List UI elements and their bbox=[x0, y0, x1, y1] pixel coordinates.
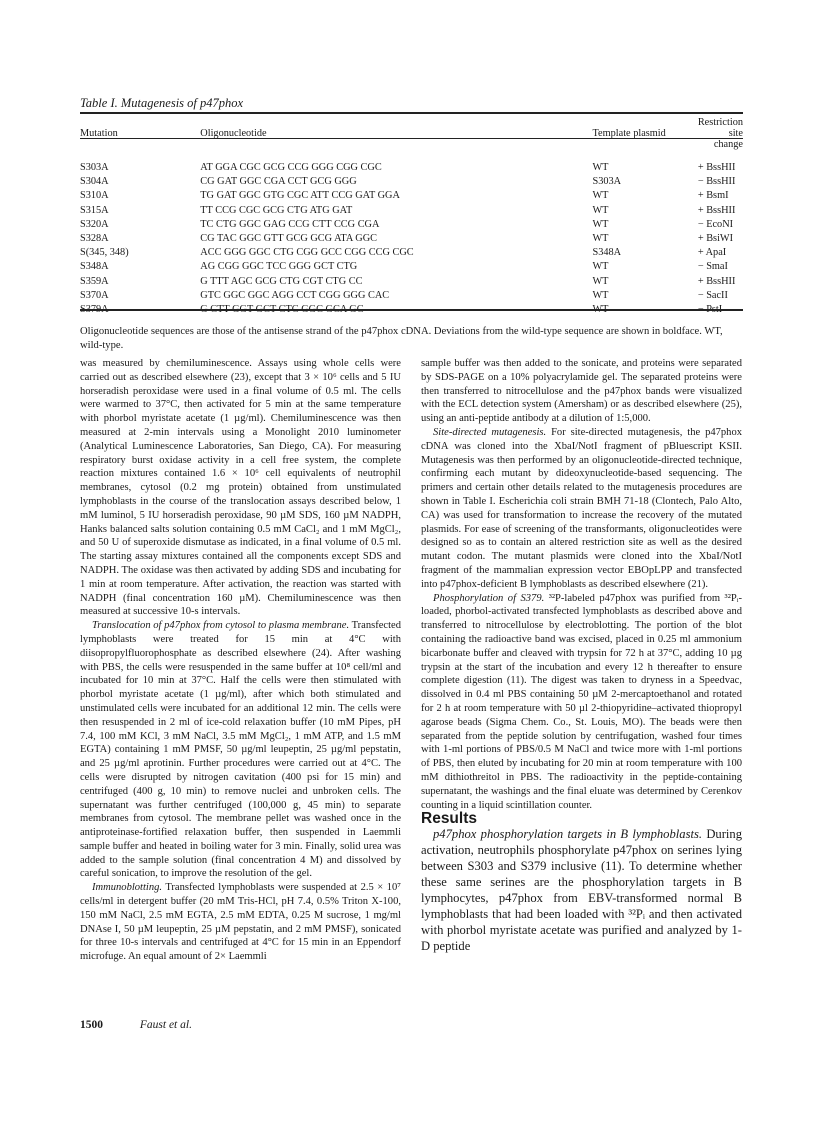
left-column bbox=[80, 357, 401, 964]
table-row bbox=[80, 204, 743, 218]
table-bottom-rule bbox=[80, 309, 743, 311]
table-row bbox=[80, 157, 743, 175]
cell-restriction-site: + BssHII bbox=[697, 204, 736, 216]
section-heading: Translocation of p47phox from cytosol to plasma membrane. bbox=[92, 620, 350, 632]
mutagenesis-table bbox=[80, 117, 743, 317]
section-heading: Site-directed mutagenesis. bbox=[433, 426, 547, 438]
table-row bbox=[80, 275, 743, 289]
table-row bbox=[80, 260, 743, 274]
cell-oligonucleotide: G TTT AGC GCG CTG CGT CTG CC bbox=[200, 275, 363, 287]
cell-oligonucleotide: ACC GGG GGC CTG CGG GCC CGG CCG CGC bbox=[200, 247, 414, 259]
paragraph: sample buffer was then added to the sonicate, and proteins were separated by SDS-PAGE on a 10% polyacrylamide gel. The separated proteins were then transferred to nitrocellulose and the p47phox bands were visualized with the ECL detection system (Amersham) or as described elsewhere (25), using an anti-peptide antibody at a dilution of 1:5,000. bbox=[421, 358, 742, 425]
cell-restriction-site: + BssHII bbox=[697, 275, 736, 287]
paragraph bbox=[421, 426, 742, 592]
cell-template: WT bbox=[592, 261, 609, 273]
cell-mutation: S315A bbox=[80, 204, 109, 216]
cell-mutation: S(345, 348) bbox=[80, 247, 129, 259]
cell-mutation: S304A bbox=[80, 176, 109, 188]
cell-restriction-site: + BsiWI bbox=[697, 233, 734, 245]
cell-oligonucleotide: AG CGG GGC TCC GGG GCT CTG bbox=[200, 261, 358, 273]
cell-template: WT bbox=[592, 233, 609, 245]
cell-restriction-site: − EcoNI bbox=[697, 218, 734, 230]
cell-oligonucleotide: TG GAT GGC GTG CGC ATT CCG GAT GGA bbox=[200, 190, 400, 202]
paragraph bbox=[80, 881, 401, 964]
right-column bbox=[421, 357, 742, 954]
table-row bbox=[80, 232, 743, 246]
running-authors: Faust et al. bbox=[139, 1019, 192, 1031]
header-template-plasmid: Template plasmid bbox=[592, 128, 666, 139]
cell-mutation: S359A bbox=[80, 275, 109, 287]
header-oligonucleotide: Oligonucleotide bbox=[200, 128, 267, 139]
cell-mutation: S328A bbox=[80, 233, 109, 245]
table-row bbox=[80, 218, 743, 232]
cell-mutation: S320A bbox=[80, 218, 109, 230]
cell-template: S348A bbox=[592, 247, 622, 259]
footnote-text: Oligonucleotide sequences are those of the antisense strand of the p47phox cDNA. Deviations from the wild-type sequence are shown in boldface. WT, wild-type. bbox=[80, 326, 723, 351]
paragraph-text: Transfected lymphoblasts were treated for 15 min at 4°C with diisopropylfluorophosphate as described elsewhere (24). After washing with PBS, the cells were resuspended in the same buffer at 10⁸ cell/ml and incubated for 10 min at 37°C. Half the cells were then stimulated with phorbol myristate acetate (1 µg/ml), after which both stimulated and unstimulated cells were incubated for an additional 12 min. The cells were then resuspended in 2 ml of ice-cold relaxation buffer (10 mM Pipes, pH 7.4, 100 mM KCl, 3 mM NaCl, 3.5 mM MgCl₂, 1 mM ATP, and 1.5 mM EGTA) containing 1 mM PMSF, 50 µg/ml leupeptin, 25 µg/ml pepstatin, and 25 µg/ml aprotinin. Further procedures were carried out at 4°C. The cells were disrupted by nitrogen cavitation (400 psi for 15 min) and centrifuged (400 g, 10 min) to remove nuclei and unbroken cells. The supernatant was further centrifuged (100,000 g, 45 min) to separate membranes from cytosol. The membrane pellet was washed once in the antiproteinase-fortified relaxation buffer, then suspended in Laemmli sample buffer and heated in boiling water for 3 min. Finally, solid urea was added to the sample solution (final concentration 4 M) and dissolved by careful sonication, to improve the resolution of the gel. bbox=[80, 620, 401, 880]
table-top-rule bbox=[80, 112, 743, 114]
cell-template: WT bbox=[592, 275, 609, 287]
table-row bbox=[80, 189, 743, 203]
section-heading: Phosphorylation of S379. bbox=[433, 592, 545, 604]
cell-template: WT bbox=[592, 190, 609, 202]
cell-restriction-site: + BsmI bbox=[697, 190, 729, 202]
header-mutation: Mutation bbox=[80, 128, 118, 139]
cell-restriction-site: + ApaI bbox=[697, 247, 727, 259]
table-title: Table I. Mutagenesis of p47phox bbox=[80, 96, 244, 110]
results-heading: Results bbox=[421, 810, 477, 828]
table-footnote bbox=[80, 325, 743, 353]
cell-restriction-site: + BssHII bbox=[697, 162, 736, 173]
cell-oligonucleotide: GTC GGC GGC AGG CCT CGG GGG CAC bbox=[200, 289, 390, 301]
paragraph-text: For site-directed mutagenesis, the p47phox cDNA was cloned into the XbaI/NotI fragment of pBluescript KSII. Mutagenesis was then performed by an oligonucleotide-directed technique, confirming each mutant by dideoxynucleotide-based sequencing. The primers and certain other details related to the mutagenesis procedures are shown in Table I. Escherichia coli strain BMH 71-18 (Clontech, Palo Alto, CA) was used for transformation to increase the recovery of the mutated plasmids. For ease of screening of the transformants, oligonucleotides were designed so as to contain an altered restriction site as well as the desired mutant codon. The mutant plasmids were cloned into the XbaI/NotI fragment of the mammalian expression vector EBOpLPP and transfected into p47phox-deficient B lymphoblasts as described elsewhere (21). bbox=[421, 426, 742, 590]
cell-template: WT bbox=[592, 218, 609, 230]
cell-restriction-site: − SmaI bbox=[697, 261, 728, 273]
cell-oligonucleotide: TT CCG CGC GCG CTG ATG GAT bbox=[200, 204, 353, 216]
cell-mutation: S310A bbox=[80, 190, 109, 202]
header-restriction-site: Restriction site change bbox=[697, 117, 743, 150]
table-row bbox=[80, 246, 743, 260]
cell-mutation: S303A bbox=[80, 162, 109, 173]
paragraph bbox=[80, 619, 401, 881]
cell-template: WT bbox=[592, 289, 609, 301]
cell-restriction-site: − SacII bbox=[697, 289, 728, 301]
paragraph-text: Transfected lymphoblasts were suspended at 2.5 × 10⁷ cells/ml in detergent buffer (20 mM Tris-HCl, pH 7.4, 0.5% Triton X-100, 150 mM NaCl, 2.5 mM EGTA, 2.5 mM EDTA, 0.25 M sucrose, 1 mg/ml DNAse I, 50 µM leupeptin, 25 µM pepstatin, and 2 mM PMSF), sonicated for three 10-s intervals and centrifuged at 4°C for 15 min in an Eppendorf microfuge. An equal amount of 2× Laemmli bbox=[80, 882, 401, 963]
paragraph: was measured by chemiluminescence. Assays using whole cells were carried out as described elsewhere (23), except that 3 × 10⁶ cells and 5 IU horseradish peroxidase were used in a final volume of 0.5 ml. The cells were warmed to 37°C, then activated for 5 min at the same temperature with phorbol myristate acetate (1 µg/ml). Chemiluminescence was then measured at 2-min intervals using a Monolight 2010 luminometer (Analytical Luminescence Laboratories, San Diego, CA). For measuring respiratory burst oxidase activity in a cell free system, the complete reaction mixtures contained 1.6 × 10⁶ cell equivalents of neutrophil membranes, cytosol (0.2 mg protein) obtained from unstimulated lymphoblasts in the course of the translocation assays described below, 1 mM luminol, 5 IU horseradish peroxidase, 90 µM SDS, 160 µM NADPH, Hanks balanced salts solution containing 0.5 mM CaCl₂ and 1 mM MgCl₂, and 50 U of superoxide dismutase as indicated, in a final volume of 0.5 ml. The starting assay mixtures contained all the components except SDS and NADPH. The oxidase was then activated by adding SDS and incubating for 1 min at room temperature. After activation, the reaction was started with NADPH (final concentration 160 µM). Chemiluminescence was then measured at successive 10-s intervals. bbox=[80, 358, 401, 618]
page-number: 1500 bbox=[80, 1019, 103, 1031]
paragraph bbox=[421, 826, 742, 954]
cell-oligonucleotide: AT GGA CGC GCG CCG GGG CGG CGC bbox=[200, 162, 382, 173]
page-footer bbox=[80, 1019, 192, 1031]
cell-template: WT bbox=[592, 204, 609, 216]
section-heading: Immunoblotting. bbox=[92, 882, 163, 894]
cell-restriction-site: − BssHII bbox=[697, 176, 736, 188]
cell-mutation: S348A bbox=[80, 261, 109, 273]
paragraph bbox=[421, 592, 742, 813]
cell-oligonucleotide: CG GAT GGC CGA CCT GCG GGG bbox=[200, 176, 357, 188]
cell-oligonucleotide: TC CTG GGC GAG CCG CTT CCG CGA bbox=[200, 218, 380, 230]
paragraph-text: During activation, neutrophils phosphorylate p47phox on serines lying between S303 and S379 inclusive (11). To determine whether these same serines are the phosphorylation targets in B lymphocytes, p47phox from EBV-transformed normal B lymphoblasts that had been loaded with ³²Pᵢ and then activated with phorbol myristate acetate was purified and analyzed by 1-D peptide bbox=[421, 827, 743, 954]
paragraph-text: ³²P-labeled p47phox was purified from ³²Pᵢ-loaded, phorbol-activated transfected lymphoblasts as described above and transferred to nitrocellulose by electroblotting. The portion of the blot containing the radioactive band was excised, placed in 0.25 ml ammonium bicarbonate buffer and cleaved with trypsin for 72 h at 37°C, adding 10 µg trypsin at the start of the incubation and every 12 h thereafter to ensure complete digestion (11). The digest was taken to dryness in a Speedvac, dissolved in 0.4 ml PBS containing 50 µM 2-mercaptoethanol and rotated for 2 h at room temperature with 50 µl 2-thiopyridine–activated thiopropyl agarose beads (Sigma Chem. Co., St. Louis, MO). The beads were then separated from the peptide solution by centrifugation, washed four times with 1-ml portions of PBS/0.5 M NaCl and twice more with 1-ml portions of PBS, then eluted by incubating for 20 min at room temperature with 100 mM dithiothreitol in PBS. The radioactivity in the peptide-containing supernatant, the washings and the final eluate was determined by Cerenkov counting in a liquid scintillation counter. bbox=[421, 592, 742, 811]
section-heading: p47phox phosphorylation targets in B lymphoblasts. bbox=[433, 827, 703, 842]
cell-template: S303A bbox=[592, 176, 622, 188]
table-row bbox=[80, 289, 743, 303]
table-header-rule bbox=[80, 138, 743, 139]
cell-mutation: S370A bbox=[80, 289, 109, 301]
cell-template: WT bbox=[592, 162, 609, 173]
table-row bbox=[80, 175, 743, 189]
cell-oligonucleotide: CG TAC GGC GTT GCG GCG ATA GGC bbox=[200, 233, 378, 245]
